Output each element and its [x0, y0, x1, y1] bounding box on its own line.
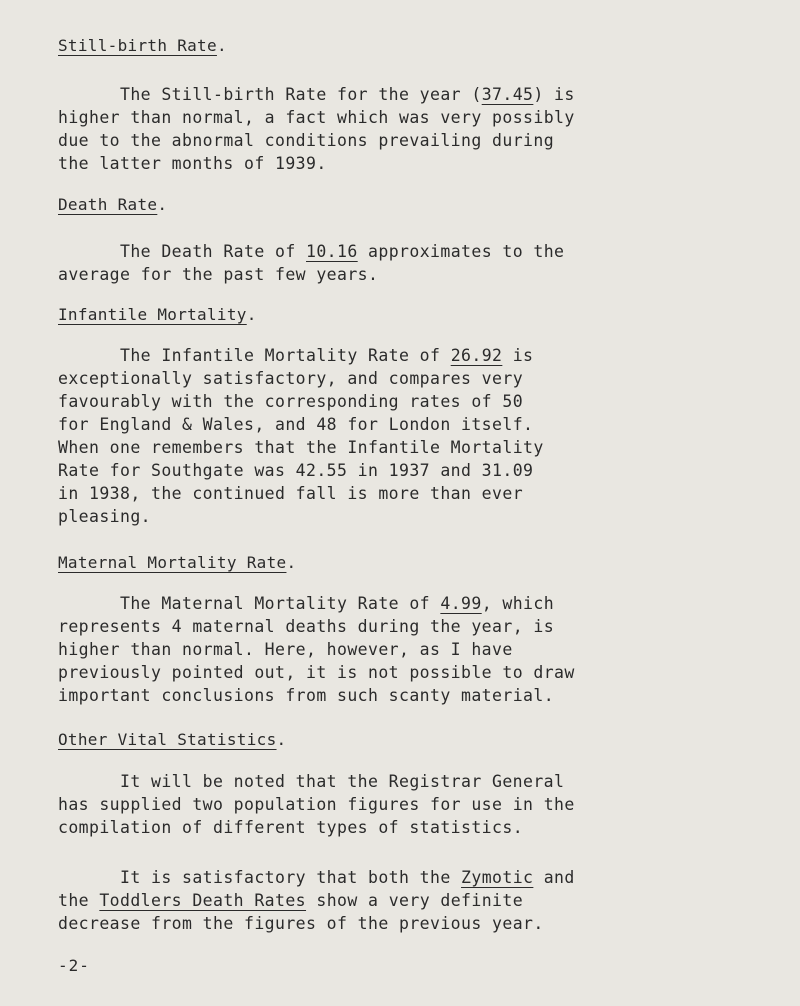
paragraph-still-birth-rate: The Still-birth Rate for the year (37.45) is higher than normal, a fact which was very possibly due to the abnormal conditions prevailing during the latter months of 1939.	[58, 85, 575, 173]
paragraph-maternal-mortality-rate: The Maternal Mortality Rate of 4.99, which represents 4 maternal deaths during the year, is higher than normal. Here, however, as I have previously pointed out, it is not possible to draw important conclusions from such scanty material.	[58, 594, 575, 705]
heading-death-rate: Death Rate.	[58, 195, 168, 214]
heading-maternal-mortality-rate: Maternal Mortality Rate.	[58, 553, 297, 572]
zymotic-term: Zymotic	[461, 868, 534, 887]
paragraph-death-rates-decrease: It is satisfactory that both the Zymotic and the Toddlers Death Rates show a very definite decrease from the figures of the previous year.	[58, 868, 575, 933]
paragraph-registrar-general: It will be noted that the Registrar General has supplied two population figures for use in the compilation of different types of statistics.	[58, 772, 575, 837]
heading-other-vital-statistics: Other Vital Statistics.	[58, 730, 287, 749]
maternal-mortality-rate-value: 4.99	[440, 594, 482, 613]
page-number: -2-	[58, 956, 90, 975]
paragraph-death-rate: The Death Rate of 10.16 approximates to the average for the past few years.	[58, 242, 565, 284]
paragraph-infantile-mortality: The Infantile Mortality Rate of 26.92 is exceptionally satisfactory, and compares very favourably with the corresponding rates of 50 for England & Wales, and 48 for London itself. When one remembers that the Infantile Mortality Rate for Southgate was 42.55 in 1937 and 31.09 in 1938, the continued fall is more than ever pleasing.	[58, 346, 544, 526]
still-birth-rate-value: 37.45	[481, 85, 534, 104]
toddlers-death-rates-term: Toddlers Death Rates	[99, 891, 307, 910]
heading-still-birth-rate: Still-birth Rate.	[58, 36, 227, 55]
death-rate-value: 10.16	[306, 242, 358, 261]
infantile-mortality-rate-value: 26.92	[450, 346, 503, 365]
heading-infantile-mortality: Infantile Mortality.	[58, 305, 257, 324]
